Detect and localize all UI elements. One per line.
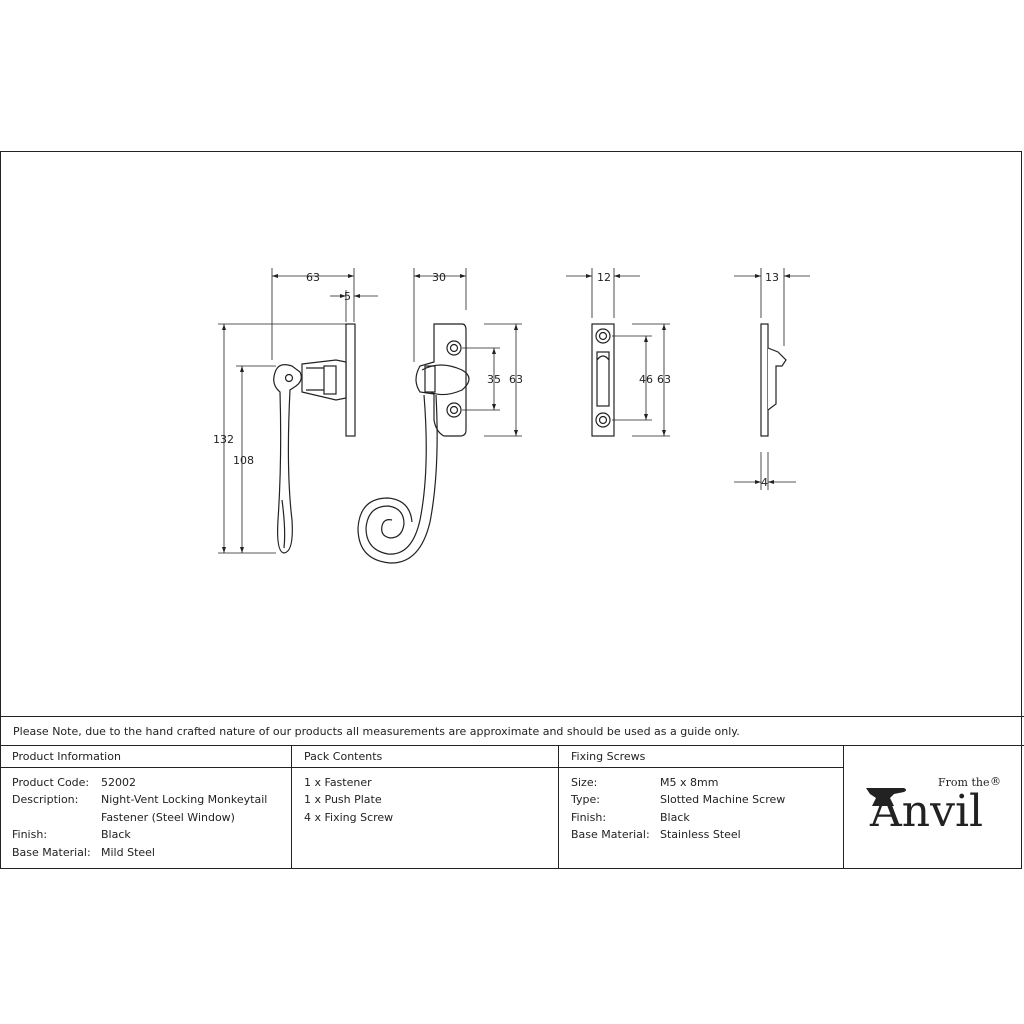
type-value: Slotted Machine Screw xyxy=(660,793,786,807)
note-text: Please Note, due to the hand crafted nature of our products all measurements are approximate and should be used as a guide only. xyxy=(13,725,740,738)
pack-item: 1 x Fastener xyxy=(304,776,372,789)
registered-mark: ® xyxy=(990,776,1001,788)
description-label-cont xyxy=(12,809,101,826)
size-value: M5 x 8mm xyxy=(660,776,719,789)
side-view-fastener xyxy=(274,324,355,553)
description-value: Night-Vent Locking Monkeytail xyxy=(101,793,268,807)
size-label: Size: xyxy=(571,776,598,789)
front-view-fastener xyxy=(358,324,469,563)
dim-holes-46: 46 xyxy=(639,373,653,386)
screw-row xyxy=(571,826,843,843)
screw-material-value: Stainless Steel xyxy=(660,828,741,842)
product-row xyxy=(12,826,291,843)
dim-plate-5: 5 xyxy=(344,290,351,303)
product-row xyxy=(12,791,291,808)
product-row xyxy=(12,844,291,861)
pack-item: 1 x Push Plate xyxy=(304,793,382,807)
base-material-label: Base Material: xyxy=(12,845,91,859)
finish-value: Black xyxy=(101,828,131,842)
push-plate-front-view xyxy=(592,324,614,436)
finish-label: Finish: xyxy=(12,828,48,842)
product-code-value: 52002 xyxy=(101,776,136,789)
dim-width-12: 12 xyxy=(597,271,611,284)
dimension-arrowheads xyxy=(222,274,790,553)
screw-finish-label: Finish: xyxy=(571,810,607,824)
front-view-dimension-lines xyxy=(414,268,522,436)
fixing-screws-panel xyxy=(559,746,844,869)
dim-thickness-4: 4 xyxy=(761,476,768,489)
fixing-screws-heading: Fixing Screws xyxy=(559,746,843,768)
product-row xyxy=(12,774,291,791)
screw-material-label: Base Material: xyxy=(571,828,650,842)
measurement-note xyxy=(0,716,1024,746)
screw-row xyxy=(571,791,843,808)
description-label: Description: xyxy=(12,793,79,807)
dim-holes-35: 35 xyxy=(487,373,501,386)
logo-small-text: From the xyxy=(938,776,990,789)
screw-row xyxy=(571,774,843,791)
from-the-anvil-logo xyxy=(864,776,1004,836)
pack-contents-panel xyxy=(292,746,559,869)
dim-handle-108: 108 xyxy=(233,454,254,467)
base-material-value: Mild Steel xyxy=(101,845,155,859)
description-value-cont: Fastener (Steel Window) xyxy=(101,810,235,824)
brand-logo-panel xyxy=(844,746,1022,869)
screw-finish-value: Black xyxy=(660,810,690,824)
type-label: Type: xyxy=(571,793,600,807)
pack-item: 4 x Fixing Screw xyxy=(304,810,394,824)
dim-width-63: 63 xyxy=(306,271,320,284)
dim-depth-13: 13 xyxy=(765,271,779,284)
product-information-heading: Product Information xyxy=(0,746,291,768)
push-plate-dimension-lines xyxy=(566,268,670,436)
push-plate-side-view xyxy=(761,324,786,436)
pack-contents-heading: Pack Contents xyxy=(292,746,558,768)
logo-big-text: Anvil xyxy=(870,786,984,836)
screw-row xyxy=(571,809,843,826)
dim-width-30: 30 xyxy=(432,271,446,284)
dim-height-132: 132 xyxy=(213,433,234,446)
product-row xyxy=(12,809,291,826)
dim-plate-63: 63 xyxy=(509,373,523,386)
product-code-label: Product Code: xyxy=(12,776,90,789)
dim-pushplate-63: 63 xyxy=(657,373,671,386)
product-information-panel xyxy=(0,746,292,869)
